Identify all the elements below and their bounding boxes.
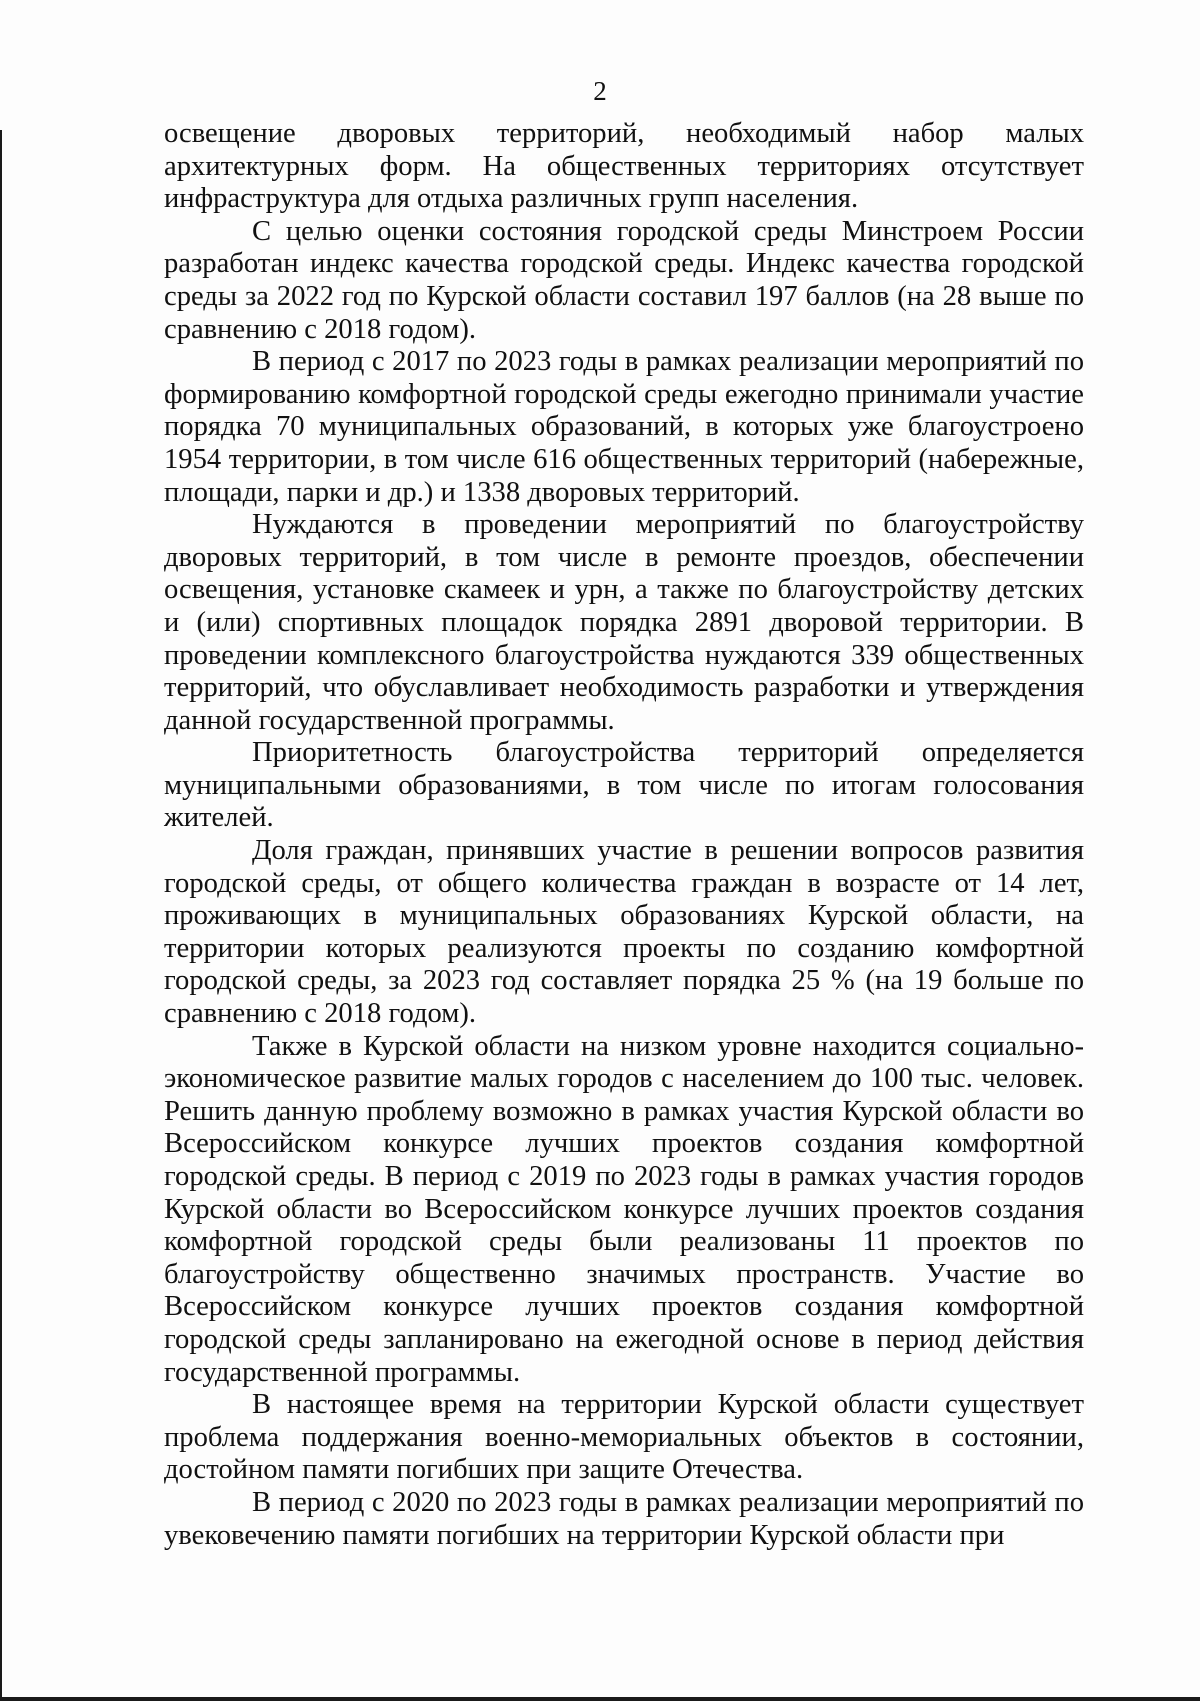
paragraph-citizen-share: Доля граждан, принявших участие в решении вопросов развития городской среды, от общего количества граждан в возрасте от 14 лет, проживающих в муниципальных образованиях Курской области, на территории которых реализуются проекты по созданию комфортной городской среды, за 2023 год составляет порядка 25 % (на 19 больше по сравнению с 2018 годом). xyxy=(164,835,1084,1030)
paragraph-2020-2023-memory: В период с 2020 по 2023 годы в рамках реализации мероприятий по увековечению памяти погибших на территории Курской области при xyxy=(164,1486,1084,1551)
body-text xyxy=(164,118,1084,1552)
scan-edge-left xyxy=(0,130,2,1701)
page-number: 2 xyxy=(593,76,607,106)
scan-edge-bottom xyxy=(0,1697,1200,1701)
paragraph-2017-2023-program: В период с 2017 по 2023 годы в рамках реализации мероприятий по формированию комфортной городской среды ежегодно принимали участие порядка 70 муниципальных образований, в которых уже благоустроено 1954 территории, в том числе 616 общественных территорий (набережные, площади, парки и др.) и 1338 дворовых территорий. xyxy=(164,346,1084,508)
paragraph-needs-improvement: Нуждаются в проведении мероприятий по благоустройству дворовых территорий, в том числе в ремонте проездов, обеспечении освещения, установке скамеек и урн, а также по благоустройству детских и (или) спортивных площадок порядка 2891 дворовой территории. В проведении комплексного благоустройства нуждаются 339 общественных территорий, что обуславливает необходимость разработки и утверждения данной государственной программы. xyxy=(164,509,1084,736)
paragraph-continuation: освещение дворовых территорий, необходимый набор малых архитектурных форм. На общественных территориях отсутствует инфраструктура для отдыха различных групп населения. xyxy=(164,118,1084,215)
paragraph-quality-index: С целью оценки состояния городской среды Минстроем России разработан индекс качества городской среды. Индекс качества городской среды за 2022 год по Курской области составил 197 баллов (на 28 выше по сравнению с 2018 годом). xyxy=(164,215,1084,345)
paragraph-priority: Приоритетность благоустройства территорий определяется муниципальными образованиями, в том числе по итогам голосования жителей. xyxy=(164,737,1084,834)
paragraph-small-towns: Также в Курской области на низком уровне находится социально-экономическое развитие малых городов с населением до 100 тыс. человек. Решить данную проблему возможно в рамках участия Курской области во Всероссийском конкурсе лучших проектов создания комфортной городской среды. В период с 2019 по 2023 годы в рамках участия городов Курской области во Всероссийском конкурсе лучших проектов создания комфортной городской среды были реализованы 11 проектов по благоустройству общественно значимых пространств. Участие во Всероссийском конкурсе лучших проектов создания комфортной городской среды запланировано на ежегодной основе в период действия государственной программы. xyxy=(164,1030,1084,1388)
paragraph-memorials: В настоящее время на территории Курской области существует проблема поддержания военно-мемориальных объектов в состоянии, достойном памяти погибших при защите Отечества. xyxy=(164,1389,1084,1486)
